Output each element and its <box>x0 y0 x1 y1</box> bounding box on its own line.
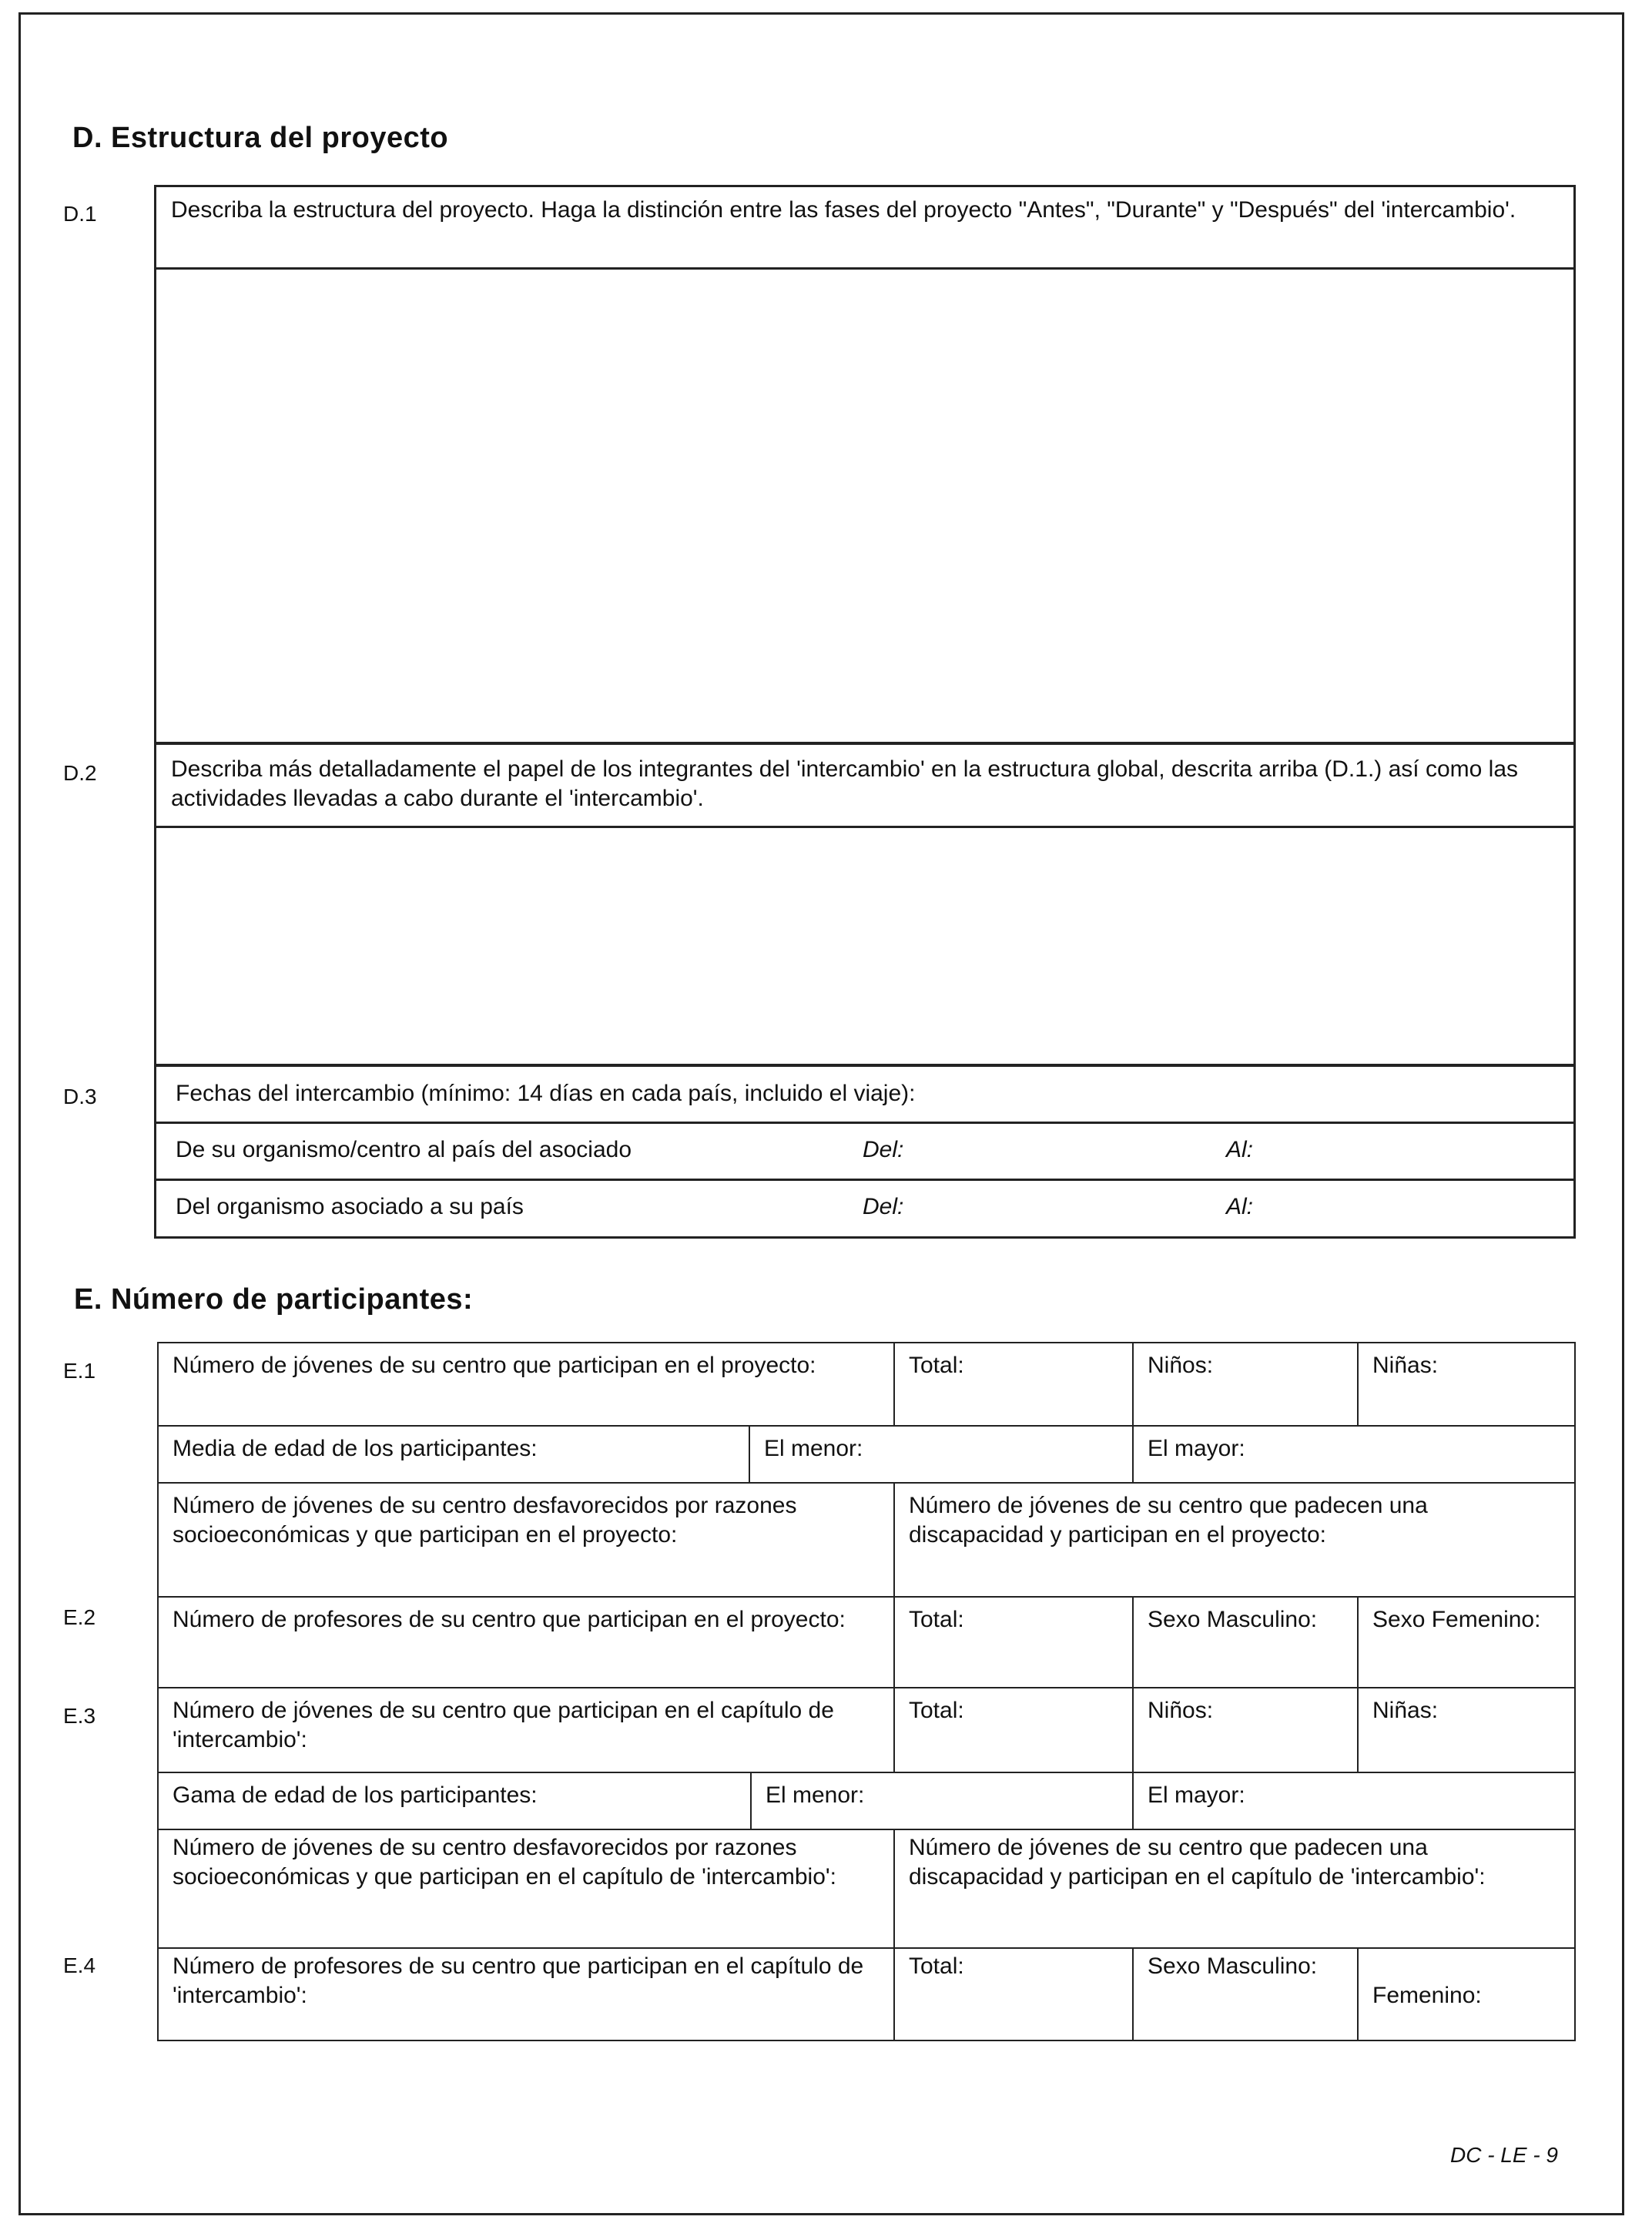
e2-question: Número de profesores de su centro que participan en el proyecto: <box>157 1596 895 1688</box>
d2-answer-area[interactable] <box>159 830 1571 1063</box>
e4-question: Número de profesores de su centro que participan en el capítulo de 'intercambio': <box>157 1947 895 2041</box>
d3-row2-from[interactable]: Del: <box>863 1194 904 1219</box>
e2-male[interactable]: Sexo Masculino: <box>1132 1596 1359 1688</box>
e1-disabled[interactable]: Número de jóvenes de su centro que padecen una discapacidad y participan en el proyecto: <box>893 1482 1576 1598</box>
e2-total[interactable]: Total: <box>893 1596 1134 1688</box>
e3-girls[interactable]: Niñas: <box>1357 1687 1576 1773</box>
d1-code: D.1 <box>63 202 97 226</box>
d2-prompt: Describa más detalladamente el papel de los integrantes del 'intercambio' en la estructura global, descrita arriba (D.1.) así como las actividades llevadas a cabo durante el 'intercambio'. <box>171 756 1519 811</box>
e1-total[interactable]: Total: <box>893 1342 1134 1427</box>
e1-boys[interactable]: Niños: <box>1132 1342 1359 1427</box>
d3-prompt: Fechas del intercambio (mínimo: 14 días en cada país, incluido el viaje): <box>176 1081 916 1106</box>
page-footer-code: DC - LE - 9 <box>1449 2143 1558 2167</box>
e3-disabled[interactable]: Número de jóvenes de su centro que padecen una discapacidad y participan en el capítulo de 'intercambio': <box>893 1829 1576 1949</box>
e2-code: E.2 <box>63 1605 96 1629</box>
d3-row1-from[interactable]: Del: <box>863 1137 904 1162</box>
e3-youngest[interactable]: El menor: <box>750 1772 1134 1830</box>
e2-female[interactable]: Sexo Femenino: <box>1357 1596 1576 1688</box>
d1-divider <box>154 267 1576 270</box>
d2-divider <box>154 826 1576 828</box>
section-d-heading: D. Estructura del proyecto <box>72 122 449 154</box>
e3-oldest[interactable]: El mayor: <box>1132 1772 1576 1830</box>
e4-male[interactable]: Sexo Masculino: <box>1132 1947 1359 2041</box>
d3-row2-to[interactable]: Al: <box>1226 1194 1254 1219</box>
e4-female[interactable]: Femenino: <box>1357 1947 1576 2041</box>
d3-divider-1 <box>154 1122 1576 1124</box>
e3-code: E.3 <box>63 1704 96 1728</box>
e3-boys[interactable]: Niños: <box>1132 1687 1359 1773</box>
e4-total[interactable]: Total: <box>893 1947 1134 2041</box>
e3-question: Número de jóvenes de su centro que participan en el capítulo de 'intercambio': <box>157 1687 895 1773</box>
e3-disadvantaged[interactable]: Número de jóvenes de su centro desfavorecidos por razones socioeconómicas y que participan en el capítulo de 'intercambio': <box>157 1829 895 1949</box>
d3-code: D.3 <box>63 1085 97 1108</box>
d3-row1-label: De su organismo/centro al país del asociado <box>176 1137 632 1162</box>
e4-code: E.4 <box>63 1953 96 1977</box>
e1-girls[interactable]: Niñas: <box>1357 1342 1576 1427</box>
e1-age-label: Media de edad de los participantes: <box>157 1425 750 1484</box>
d1-answer-area[interactable] <box>159 271 1571 741</box>
d2-code: D.2 <box>63 761 97 785</box>
d1-prompt: Describa la estructura del proyecto. Haga la distinción entre las fases del proyecto "Antes", "Durante" y "Después" del 'intercambio'. <box>171 197 1516 223</box>
e1-oldest[interactable]: El mayor: <box>1132 1425 1576 1484</box>
d3-row2-label: Del organismo asociado a su país <box>176 1194 524 1219</box>
d3-divider-2 <box>154 1179 1576 1181</box>
e1-youngest[interactable]: El menor: <box>749 1425 1134 1484</box>
e3-total[interactable]: Total: <box>893 1687 1134 1773</box>
e3-age-label: Gama de edad de los participantes: <box>157 1772 752 1830</box>
d3-row1-to[interactable]: Al: <box>1226 1137 1254 1162</box>
e1-code: E.1 <box>63 1359 96 1383</box>
e1-question: Número de jóvenes de su centro que participan en el proyecto: <box>157 1342 895 1427</box>
e1-disadvantaged[interactable]: Número de jóvenes de su centro desfavorecidos por razones socioeconómicas y que participan en el proyecto: <box>157 1482 895 1598</box>
section-e-heading: E. Número de participantes: <box>74 1283 474 1316</box>
